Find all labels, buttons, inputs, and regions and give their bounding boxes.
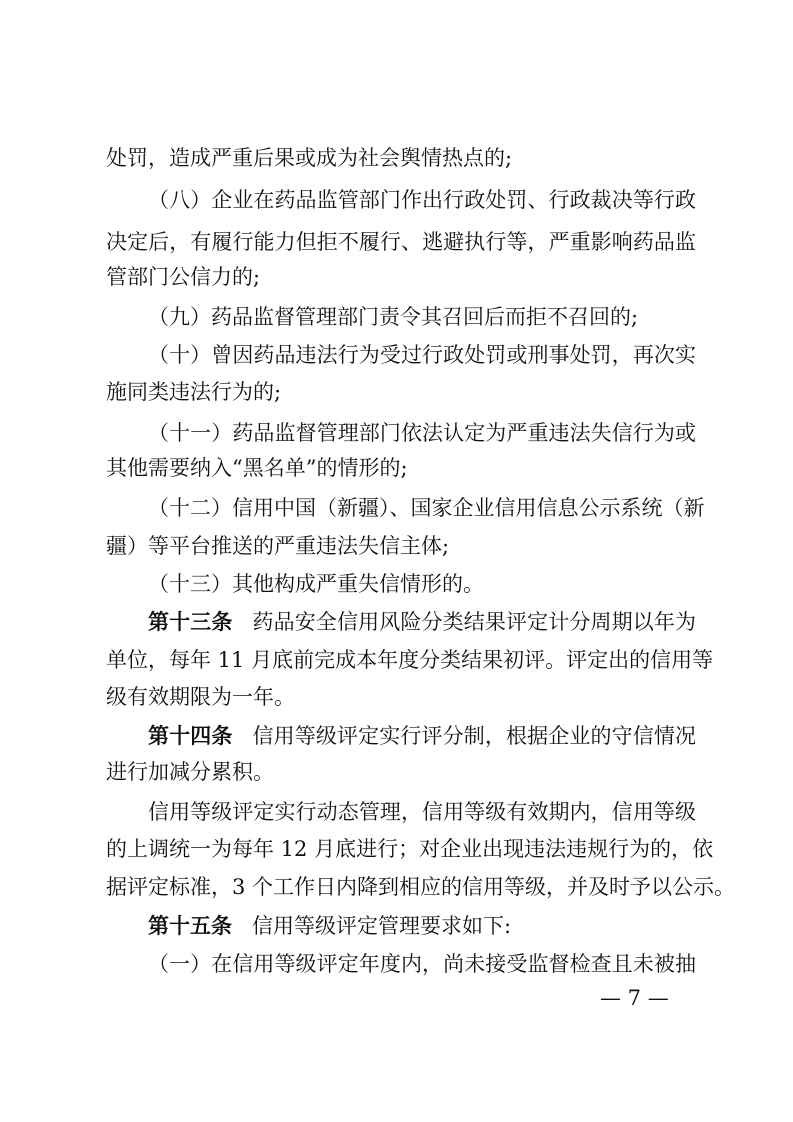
article-13-text: 药品安全信用风险分类结果评定计分周期以年为 (252, 610, 696, 634)
article-13-first-line (148, 607, 696, 637)
text-line: 单位，每年 11 月底前完成本年度分类结果初评。评定出的信用等 (106, 648, 714, 672)
text-line: 据评定标准，3 个工作日内降到相应的信用等级，并及时予以公示。 (106, 875, 736, 899)
article-15-heading: 第十五条 (148, 914, 232, 938)
article-15-first-line (148, 911, 696, 941)
article-14-text: 信用等级评定实行评分制，根据企业的守信情况 (252, 724, 696, 748)
text-line: 进行加减分累积。 (106, 760, 274, 784)
article-14-heading: 第十四条 (148, 724, 233, 748)
article-13-heading: 第十三条 (148, 610, 233, 634)
text-line: （十三）其他构成严重失信情形的。 (148, 572, 484, 596)
text-line: 信用等级评定实行动态管理，信用等级有效期内，信用等级 (148, 800, 696, 824)
text-line: 施同类违法行为的; (106, 380, 282, 404)
text-line: （十一）药品监督管理部门依法认定为严重违法失信行为或 (148, 421, 696, 445)
text-line: （八）企业在药品监管部门作出行政处罚、行政裁决等行政 (148, 188, 696, 212)
text-line: （一）在信用等级评定年度内，尚未接受监督检查且未被抽 (148, 952, 696, 976)
text-line: 其他需要纳入“黑名单”的情形的; (106, 456, 408, 480)
text-line: 管部门公信力的; (106, 265, 261, 289)
page-number: — 7 — (600, 986, 669, 1010)
text-line: （十）曾因药品违法行为受过行政处罚或刑事处罚，再次实 (148, 343, 696, 367)
text-line: （九）药品监督管理部门责令其召回后而拒不召回的; (148, 305, 639, 329)
text-line: 疆）等平台推送的严重违法失信主体; (106, 534, 450, 558)
text-line: 决定后，有履行能力但拒不履行、逃避执行等，严重影响药品监 (106, 230, 696, 254)
article-14-first-line (148, 721, 696, 751)
text-line: （十二）信用中国（新疆）、国家企业信用信息公示系统（新 (148, 496, 705, 520)
text-line: 的上调统一为每年 12 月底进行；对企业出现违法违规行为的，依 (106, 837, 714, 861)
article-15-text: 信用等级评定管理要求如下: (252, 914, 512, 938)
text-line: 处罚，造成严重后果或成为社会舆情热点的; (106, 146, 513, 170)
text-line: 级有效期限为一年。 (106, 685, 295, 709)
